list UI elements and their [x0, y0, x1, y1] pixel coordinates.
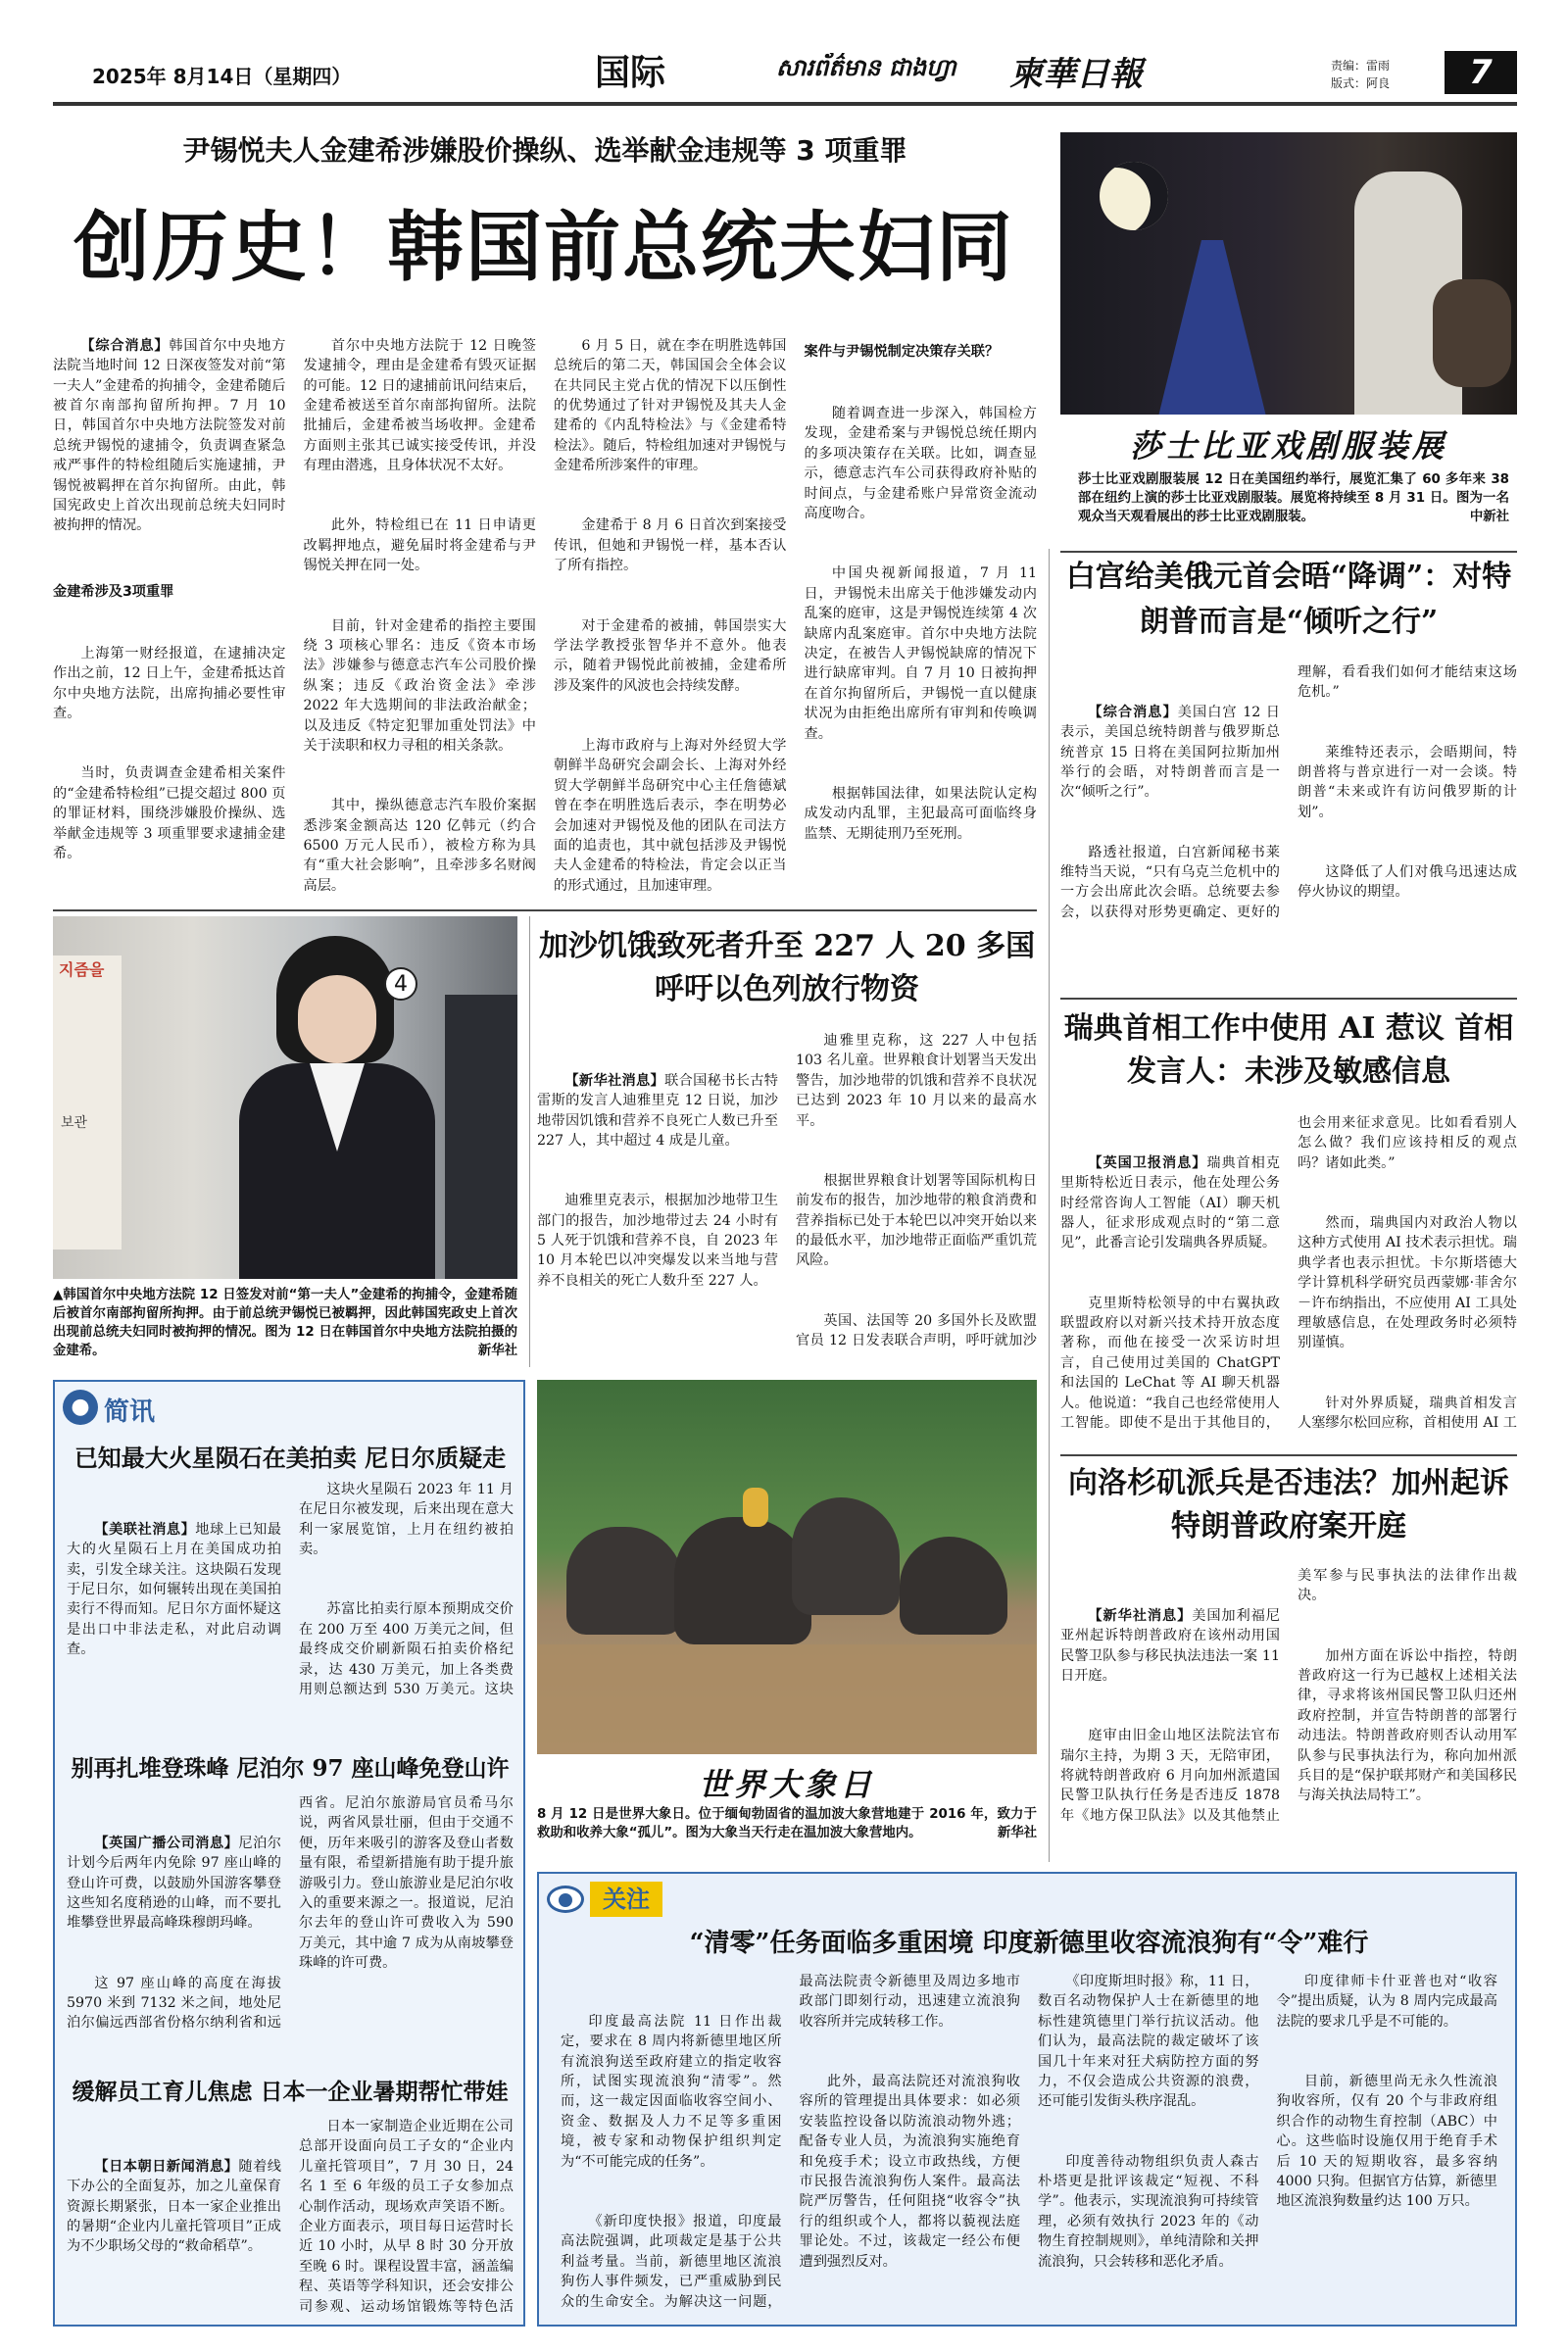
brief-para: 随着线下办公的全面复苏，加之儿童保育资源长期紧张，日本一家企业推出的暑期“企业内儿童托管项目”正成为不少职场父母的“救命稻草”。 [67, 2158, 281, 2255]
whitehouse-headline: 白宫给美俄元首会晤“降调”：对特朗普而言是“倾听之行” [1065, 560, 1512, 639]
lead-para: 中国央视新闻报道，7 月 11 日，尹锡悦未出席关于他涉嫌发动内乱案的庭审，这是尹锡悦连续第 4 次缺席内乱案庭审。首尔中央地方法院决定，在被告人尹锡悦缺席的情况下进行缺席审判。自 7 月 10 日被拘押在首尔拘留所后，尹锡悦一直以健康状况为由拒绝出席所有审判和传唤调查。 [804, 565, 1037, 742]
lead-para: 上海第一财经报道，在逮捕决定作出之前，12 日上午，金建希抵达首尔中央地方法院，出席拘捕必要性审查。 [53, 645, 286, 722]
lead-para: 对于金建希的被捕，韩国崇实大学法学教授张智华并不意外。他表示，随着尹锡悦此前被捕，金建希所涉及案件的风波也会持续发酵。 [554, 617, 787, 694]
focus-panel [537, 1872, 1517, 2327]
paper-name-cn: 柬華日報 [1009, 55, 1143, 92]
kim-photo-officer [445, 995, 517, 1279]
costume-caption [1078, 470, 1509, 545]
brief-item-3-headline: 缓解员工育儿焦虑 日本一企业暑期帮忙带娃 [72, 2079, 509, 2105]
kim-caption-credit: 新华社 [477, 1344, 517, 1358]
whitehouse-dateline: 【综合消息】 [1088, 704, 1178, 720]
sweden-para: 克里斯特松领导的中右翼执政联盟政府以对新兴技术持开放态度著称，而他在接受一次采访时坦言，自己使用过美国的 ChatGPT 和法国的 LeChat 等 AI 聊天机器人。他说道：“我自己也经常使用人工智能。即使不是出于其他目的，也会用来征求意见。比如看看别人怎么做？我们应该持相反的观点吗？诸如此类。” [1060, 1115, 1517, 1432]
brief-item-3-dateline: 【日本朝日新闻消息】 [94, 2158, 239, 2175]
gaza-dateline: 【新华社消息】 [564, 1072, 665, 1089]
lead-body [53, 296, 1037, 904]
la-para: 加州方面在诉讼中指控，特朗普政府这一行为已越权上述相关法律，寻求将该州国民警卫队归还州政府控制，并宣告特朗普的部署行动违法。特朗普政府则否认动用军队参与民事执法行为，称向加州派兵目的是“保护联邦财产和美国移民与海关执法局特工”。 [1298, 1647, 1517, 1804]
globe-icon: ● [63, 1390, 98, 1425]
header-bar [39, 39, 1531, 98]
column-rule-right [1049, 549, 1050, 1862]
focus-para: 《印度斯坦时报》称，11 日，数百名动物保护人士在新德里的地标性建筑德里门举行抗议活动。他们认为，最高法院的裁定破坏了该国几十年来对狂犬病防控方面的努力，不仅会造成公共资源的浪费，还可能引发街头秩序混乱。 [1038, 1974, 1259, 2110]
focus-para: 印度律师卡什亚普也对“收容令”提出质疑，认为 8 周内完成最高法院的要求几乎是不可能的。 [1276, 1974, 1497, 2030]
brief-item-3-body [67, 2117, 514, 2319]
la-dateline: 【新华社消息】 [1088, 1607, 1193, 1624]
kim-photo-sign [53, 956, 122, 1250]
kim-caption-text: ▲韩国首尔中央地方法院 12 日签发对前“第一夫人”金建希的拘捕令，金建希随后被首尔南部拘留所拘押。由于前总统尹锡悦已被羁押，因此韩国宪政史上首次出现前总统夫妇同时被拘押的情况。图为 12 日在韩国首尔中央地方法院拍摄的金建希。 [53, 1288, 517, 1358]
brief-para: 日本一家制造企业近期在公司总部开设面向员工子女的“企业内儿童托管项目”，7 月 30 日，24 名 1 至 6 年级的员工子女参加点心制作活动，现场欢声笑语不断。企业方面表示，项目每日运营时长近 10 小时，从早 8 时 30 分开放至晚 6 时。课程设置丰富，涵盖编程、英语等学科知识，还会安排公司参观、运动场馆锻炼等特色活 [299, 2119, 514, 2315]
lead-para: 目前，针对金建希的指控主要围绕 3 项核心罪名：违反《资本市场法》涉嫌参与德意志汽车公司股价操纵案；违反《政治资金法》牵涉 2022 年大选期间的非法政治献金；以及违反《特定犯罪加重处罚法》中关于渎职和权力寻租的相关条款。 [303, 617, 541, 754]
gaza-para: 英国、法国等 20 多国外长及欧盟官员 12 日发表联合声明，呼吁就加沙 [796, 1312, 1037, 1349]
gaza-para: 根据世界粮食计划署等国际机构日前发布的报告，加沙地带的粮食消费和营养指标已处于本轮巴以冲突开始以来的最低水平，加沙地带正面临严重饥荒风险。 [796, 1172, 1037, 1269]
rule-lead-bottom [53, 909, 1037, 911]
rule-whitehouse-top [1060, 551, 1517, 553]
lead-subhead-2: 案件与尹锡悦制定决策存关联？ [804, 343, 1000, 360]
editor-credit-2: 版式：阿良 [1331, 76, 1391, 90]
kim-photo-face [298, 975, 376, 1063]
lead-para: 6 月 5 日，就在李在明胜选韩国总统后的第二天，韩国国会全体会议在共同民主党占优的情况下以压倒性的优势通过了针对尹锡悦及其夫人金建希的《内乱特检法》与《金建希特检法》。随后，特检组加速对尹锡悦与金建希所涉案件的审理。 [554, 337, 787, 474]
elephant-photo-mahout [743, 1488, 768, 1527]
sweden-body [1060, 1113, 1517, 1448]
whitehouse-para: 路透社报道，白宫新闻秘书莱维特当天说，“只有乌克兰危机中的一方会出席此次会晤。总统要去参会，以获得对形势更确定、更好的理解，看看我们如何才能结束这场危机。” [1060, 664, 1517, 920]
costume-photo-moon [1100, 162, 1168, 230]
rule-la-top [1060, 1454, 1517, 1456]
lead-subhead-1: 金建希涉及3项重罪 [53, 583, 174, 600]
gaza-para: 迪雅里克称，这 227 人中包括 103 名儿童。世界粮食计划署当天发出警告，加沙地带的饥饿和营养不良状况已达到 2023 年 10 月以来的最高水平。 [796, 1033, 1037, 1129]
elephant-photo-elephant-3 [792, 1497, 900, 1615]
gaza-para: 联合国秘书长古特雷斯的发言人迪雅里克 12 日说，加沙地带因饥饿和营养不良死亡人数已升至 227 人，其中超过 4 成是儿童。 [537, 1072, 783, 1150]
elephant-caption-credit: 新华社 [997, 1826, 1037, 1840]
kim-photo-sign-text-2: 보관 [61, 1115, 88, 1131]
rule-sweden-top [1060, 998, 1517, 1000]
sweden-para: 瑞典首相克里斯特松近日表示，他在处理公务时经常咨询人工智能（AI）聊天机器人，征求形成观点时的“第二意见”，此番言论引发瑞典各界质疑。 [1060, 1154, 1280, 1251]
costume-caption-text: 莎士比亚戏剧服装展 12 日在美国纽约举行，展览汇集了 60 多年来 38 部在纽约上演的莎士比亚戏剧服装。展览将持续至 8 月 31 日。图为一名观众当天观看展出的莎士比亚戏剧服装。 [1078, 472, 1509, 524]
brief-para: 尼泊尔计划今后两年内免除 97 座山峰的登山许可费，以鼓励外国游客攀登这些知名度稍逊的山峰，而不要扎堆攀登世界最高峰珠穆朗玛峰。 [67, 1835, 281, 1932]
kim-photo [53, 916, 517, 1279]
lead-para: 其中，操纵德意志汽车股价案据悉涉案金额高达 120 亿韩元（约合 6500 万元人民币），被检方称为具有“重大社会影响”，且牵涉多名财阀高层。 [303, 798, 541, 894]
focus-para: 印度善待动物组织负责人森古朴塔更是批评该裁定“短视、不科学”。他表示，实现流浪狗可持续管理，必须有效执行 2023 年的《动物生育控制规则》，单纯清除和关押流浪狗，只会转移和恶化矛盾。 [1038, 2153, 1259, 2270]
elephant-photo-elephant-2 [674, 1517, 811, 1644]
lead-para: 首尔中央地方法院于 12 日晚签发逮捕令，理由是金建希有毁灭证据的可能。12 日的逮捕前讯问结束后，金建希被送至首尔南部拘留所。法院批捕后，金建希被当场收押。金建希方面则主张其已诚实接受传讯，并没有理由潜逃，且身体状况不太好。 [303, 337, 536, 474]
elephant-caption-text: 8 月 12 日是世界大象日。位于缅甸勃固省的温加波大象营地建于 2016 年，致力于救助和收养大象“孤儿”。图为大象当天行走在温加波大象营地内。 [537, 1807, 1037, 1840]
costume-caption-credit: 中新社 [1469, 510, 1509, 524]
la-para: 美国加利福尼亚州起诉特朗普政府在该州动用国民警卫队参与移民执法违法一案 11 日开庭。 [1060, 1607, 1285, 1685]
focus-para: 目前，新德里尚无永久性流浪狗收容所，仅有 20 个与非政府组织合作的动物生育控制（ABC）中心。这些临时设施仅用于绝育手术后 10 天的短期收容，最多容纳 4000 只狗。但据官方估算，新德里地区流浪狗数量约达 100 万只。 [1276, 2074, 1497, 2210]
lead-para: 韩国首尔中央地方法院当地时间 12 日深夜签发对前“第一夫人”金建希的拘捕令，金建希随后被首尔南部拘留所拘押。7 月 10 日，韩国首尔中央地方法院签发对前总统尹锡悦的逮捕令，负责调查紧急戒严事件的特检组随后实施逮捕，尹锡悦被羁押在首尔拘留所。由此，韩国宪政史上首次出现前总统夫妇同时被拘押的情况。 [53, 337, 291, 534]
kim-caption [53, 1286, 517, 1364]
lead-para: 金建希于 8 月 6 日首次到案接受传讯，但她和尹锡悦一样，基本否认了所有指控。 [554, 517, 787, 574]
focus-para: 《新印度快报》报道，印度最高法院强调，此项裁定是基于公共利益考量。当前，新德里地区流浪狗伤人事件频发，已严重威胁到民众的生命安全。为解决这一问题，最高法院责令新德里及周边多地市政部门即刻行动，迅速建立流浪狗收容所并完成转移工作。 [561, 1974, 1020, 2310]
whitehouse-body [1060, 662, 1517, 962]
la-headline: 向洛杉矶派兵是否违法？加州起诉特朗普政府案开庭 [1068, 1466, 1509, 1544]
focus-label: 关注 [590, 1882, 662, 1917]
brief-para: 这 97 座山峰的高度在海拔 5970 米到 7132 米之间，地处尼泊尔偏远西部省份格尔纳利省和远西省。尼泊尔旅游局官员希马尔说，两省风景壮丽，但由于交通不便，历年来吸引的游客及登山者数量有限，希望新措施有助于提升旅游吸引力。登山旅游业是尼泊尔收入的重要来源之一。报道说，尼泊尔去年的登山许可费收入为 590 万美元，其中逾 7 成为从南坡攀登珠峰的许可费。 [67, 1795, 514, 2032]
kim-photo-sign-text-1: 지즘을 [59, 960, 105, 979]
brief-label: 简讯 [104, 1397, 156, 1425]
header-section: 国际 [594, 53, 665, 93]
brief-item-2-dateline: 【英国广播公司消息】 [94, 1835, 239, 1851]
sweden-headline: 瑞典首相工作中使用 AI 惹议 首相发言人：未涉及敏感信息 [1063, 1011, 1514, 1089]
brief-item-1-headline: 已知最大火星陨石在美拍卖 尼日尔质疑走 [74, 1444, 507, 1472]
sweden-para: 然而，瑞典国内对政治人物以这种方式使用 AI 技术表示担忧。瑞典学者也表示担忧。卡尔斯塔德大学计算机科学研究员西蒙娜·菲舍尔－许布纳指出，不应使用 AI 工具处理敏感信息，在处理政务时必须特别谨慎。 [1298, 1215, 1517, 1351]
lead-headline: 创历史！韩国前总统夫妇同 [73, 204, 1014, 284]
la-body [1060, 1566, 1517, 1844]
elephant-photo-elephant-4 [900, 1537, 1007, 1635]
elephant-caption [537, 1805, 1037, 1864]
lead-dateline: 【综合消息】 [80, 337, 170, 354]
brief-para: 地球上已知最大的火星陨石上月在美国成功拍卖，引发全球关注。这块陨石发现于尼日尔，如何辗转出现在美国拍卖行不得而知。尼日尔方面怀疑这是出口中非法走私，对此启动调查。 [67, 1521, 281, 1658]
editor-credit-1: 责编：雷雨 [1331, 59, 1391, 73]
lead-para: 随着调查进一步深入，韩国检方发现，金建希案与尹锡悦总统任期内的多项决策存在关联。比如，调查显示，德意志汽车公司获得政府补贴的时间点，与金建希账户异常资金流动高度吻合。 [804, 406, 1037, 522]
costume-photo-mannequin-1 [1158, 240, 1266, 415]
whitehouse-para: 莱维特还表示，会晤期间，特朗普将与普京进行一对一会谈。特朗普“未来或许有访问俄罗斯的计划”。 [1298, 744, 1517, 820]
brief-item-1-dateline: 【美联社消息】 [94, 1521, 196, 1538]
column-rule-mid [529, 916, 530, 1367]
lead-kicker: 尹锡悦夫人金建希涉嫌股价操纵、选举献金违规等 3 项重罪 [182, 134, 907, 167]
focus-para: 印度最高法院 11 日作出裁定，要求在 8 周内将新德里地区所有流浪狗送至政府建立的指定收容所，试图实现流浪狗“清零”。然而，这一裁定因面临收容空间小、资金、数据及人力不足等多重困境，被专家和动物保护组织判定为“不可能完成的任务”。 [561, 2013, 782, 2170]
elephant-photo [537, 1380, 1037, 1754]
header-date: 2025年 8月14日（星期四） [92, 65, 352, 88]
costume-title: 莎士比亚戏剧服装展 [1129, 427, 1447, 465]
gaza-headline: 加沙饥饿致死者升至 227 人 20 多国呼吁以色列放行物资 [538, 929, 1036, 1006]
elephant-title: 世界大象日 [698, 1766, 875, 1803]
costume-photo [1060, 132, 1517, 415]
kim-photo-number-sign: 4 [384, 967, 417, 1001]
brief-panel [53, 1380, 525, 2327]
elephant-photo-elephant-1 [566, 1527, 684, 1635]
lead-para: 此外，特检组已在 11 日申请更改羁押地点，避免届时将金建希与尹锡悦关押在同一处。 [303, 517, 536, 574]
lead-para: 根据韩国法律，如果法院认定构成发动内乱罪，主犯最高可面临终身监禁、无期徒刑乃至死刑。 [804, 785, 1037, 842]
eye-pupil-icon [559, 1893, 572, 1907]
gaza-body [537, 1031, 1037, 1366]
focus-body [561, 1972, 1497, 2317]
focus-para: 此外，最高法院还对流浪狗收容所的管理提出具体要求：如必须安装监控设备以防流浪动物外逃；配备专业人员，为流浪狗实施绝育和免疫手术；设立市政热线，方便市民报告流浪狗伤人案件。最高法院严厉警告，任何阻挠“收容令”执行的组织或个人，都将以藐视法庭罪论处。不过，该裁定一经公布便遭到强烈反对。 [799, 2074, 1020, 2270]
lead-para: 上海市政府与上海对外经贸大学朝鲜半岛研究会副会长、上海对外经贸大学朝鲜半岛研究中心主任詹德斌曾在李在明胜选后表示，李在明势必会加速对尹锡悦及他的团队在司法方面的追责也，其中就包括涉及尹锡悦夫人金建希的特检法，肯定会以正当的形式通过，且加速审理。 [554, 737, 787, 894]
brief-para: 苏富比拍卖行原本预期成交价在 200 万至 400 万美元之间，但最终成交价刷新陨石拍卖价格纪录，达 430 万美元，加上各类费用则总额达到 530 万美元。这块 [299, 1601, 514, 1698]
costume-photo-mask [1433, 279, 1511, 387]
header-rule [53, 102, 1517, 106]
gaza-para: 迪雅里克表示，根据加沙地带卫生部门的报告，加沙地带过去 24 小时有 5 人死于饥饿和营养不良，自 2023 年 10 月本轮巴以冲突爆发以来当地与营养不良相关的死亡人数升至 227 人。 [537, 1193, 783, 1289]
page-number: 7 [1445, 51, 1517, 94]
brief-item-2-body [67, 1793, 514, 2050]
brief-item-2-headline: 别再扎堆登珠峰 尼泊尔 97 座山峰免登山许 [71, 1755, 510, 1782]
sweden-dateline: 【英国卫报消息】 [1088, 1154, 1207, 1171]
focus-label-box [547, 1882, 664, 1919]
lead-para: 当时，负责调查金建希相关案件的“金建希特检组”已提交超过 800 页的罪证材料，围绕涉嫌股价操纵、选举献金违规等 3 项重罪要求逮捕金建希。 [53, 765, 286, 861]
la-para: 庭审由旧金山地区法院法官布瑞尔主持，为期 3 天，无陪审团，将就特朗普政府 6 月向加州派遣国民警卫队执行任务是否违反 1878 年《地方保卫队法》以及其他禁止美军参与民事执法的法律作出裁决。 [1060, 1568, 1517, 1824]
paper-name-khmer: សារព័ត៌មាន ជាងហ្វា [776, 54, 956, 81]
brief-para: 这块火星陨石 2023 年 11 月在尼日尔被发现，后来出现在意大利一家展览馆，上月在纽约被拍卖。 [299, 1482, 514, 1558]
focus-headline: “清零”任务面临多重困境 印度新德里收容流浪狗有“令”难行 [689, 1929, 1369, 1958]
whitehouse-para: 美国白宫 12 日表示，美国总统特朗普与俄罗斯总统普京 15 日将在美国阿拉斯加州举行的会晤，对特朗普而言是一次“倾听之行”。 [1060, 704, 1280, 801]
brief-label-box [63, 1390, 180, 1427]
elephant-photo-water [537, 1644, 1037, 1754]
sweden-para: 针对外界质疑，瑞典首相发言人塞缪尔松回应称，首相使用 AI 工 [1298, 1395, 1517, 1432]
whitehouse-para: 这降低了人们对俄乌迅速达成停火协议的期望。 [1298, 864, 1517, 901]
brief-item-1-body [67, 1480, 514, 1713]
